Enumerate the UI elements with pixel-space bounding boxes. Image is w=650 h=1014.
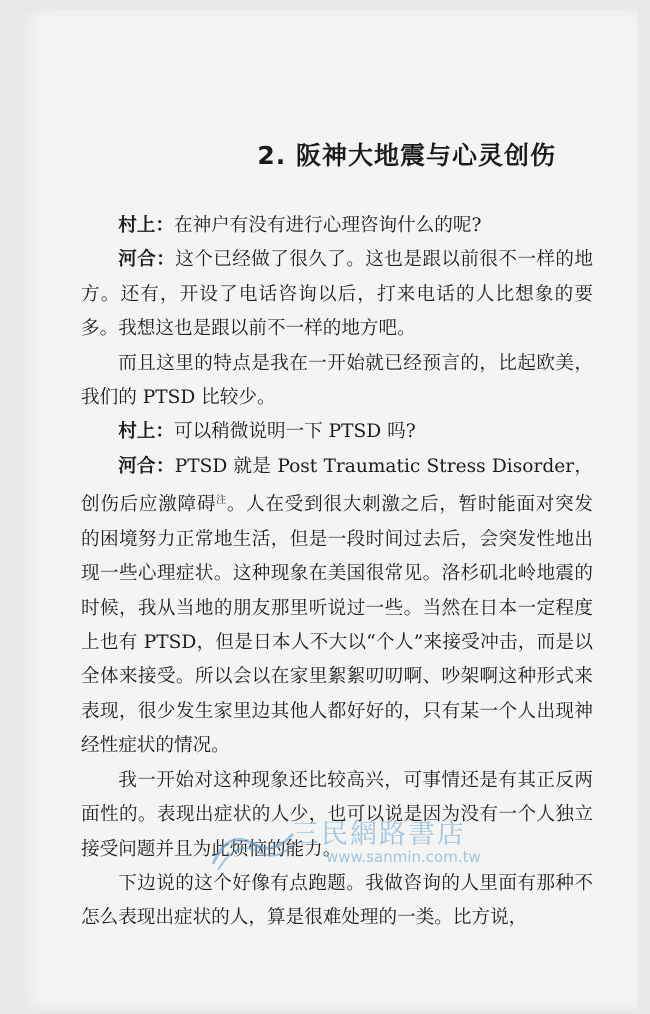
- paragraph-text: 这个已经做了很久了。这也是跟以前很不一样的地方。还有，开设了电话咨询以后，打来电话的人比想象的要多。我想这也是跟以前不一样的地方吧。: [81, 249, 593, 340]
- paragraph-text: 可以稍微说明一下 PTSD 吗?: [173, 421, 416, 443]
- paragraph: [81, 209, 593, 243]
- speaker-label: 村上：: [118, 421, 174, 443]
- paragraph: [81, 415, 593, 449]
- paragraph-text: 在神户有没有进行心理咨询什么的呢?: [173, 215, 482, 236]
- swirl-logo-icon: [208, 824, 298, 874]
- paragraph: [81, 450, 593, 764]
- paragraph: [81, 347, 593, 416]
- speaker-label: 村上：: [118, 215, 174, 236]
- paragraph-text: 。人在受到很大刺激之后，暂时能面对突发的困境努力正常地生活，但是一段时间过去后，会突发性地出现一些心理症状。这种现象在美国很常见。洛杉矶北岭地震的时候，我从当地的朋友那里听说过一些。当然在日本一定程度上也有 PTSD，但是日本人不大以“个人”来接受冲击，而是以全体来接受。所以会以在家里絮絮叨叨啊、吵架啊这种形式来表现，很少发生家里边其他人都好好的，只有某一个人出现神经性症状的情况。: [81, 494, 593, 757]
- watermark-url: www.sanmin.com.tw: [326, 848, 481, 866]
- speaker-label: 河合：: [118, 249, 176, 271]
- paragraph-text: 下边说的这个好像有点跑题。我做咨询的人里面有那种不怎么表现出症状的人，算是很难处理的一类。比方说，: [81, 872, 593, 929]
- book-page: [18, 10, 638, 1010]
- store-watermark: [208, 812, 538, 882]
- paragraph-text: PTSD 就是 Post Traumatic Stress Disorder，创伤后应激障碍: [81, 455, 593, 516]
- speaker-label: 河合：: [118, 455, 175, 477]
- paragraph-text: 我一开始对这种现象还比较高兴，可事情还是有其正反两面性的。表现出症状的人少，也可以说是因为没有一个人独立接受问题并且为此烦恼的能力。: [81, 769, 593, 860]
- paragraph-text: 而且这里的特点是我在一开始就已经预言的，比起欧美，我们的 PTSD 比较少。: [81, 352, 593, 409]
- section-title: 2. 阪神大地震与心灵创伤: [257, 141, 556, 170]
- paragraph: [81, 243, 593, 346]
- footnote-marker: 注: [216, 495, 227, 507]
- watermark-name: 三民網路書店: [292, 819, 466, 850]
